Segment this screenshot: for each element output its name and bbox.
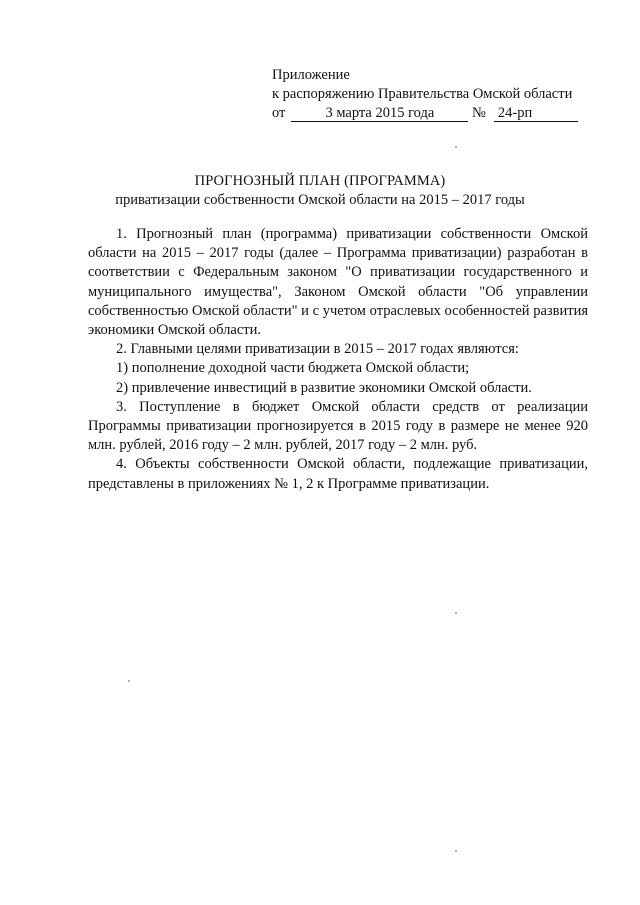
scan-speck xyxy=(455,850,457,852)
header-date-number-line xyxy=(272,104,578,123)
paragraph: 1. Прогнозный план (программа) приватизации собственности Омской области на 2015 – 2017 годы (далее – Программа приватизации) разработан в соответствии с Федеральным законом "О приватизации государственного и муниципального имущества", Законом Омской области "Об управлении собственностью Омской области" и с учетом отраслевых особенностей развития экономики Омской области. xyxy=(88,226,588,339)
document-body xyxy=(88,225,588,494)
paragraph: 4. Объекты собственности Омской области, подлежащие приватизации, представлены в приложениях № 1, 2 к Программе приватизации. xyxy=(88,456,588,492)
paragraph: 1) пополнение доходной части бюджета Омской области; xyxy=(116,360,470,377)
paragraph: 3. Поступление в бюджет Омской области средств от реализации Программы приватизации прогнозируется в 2015 году в размере не менее 920 млн. рублей, 2016 году – 2 млн. рублей, 2017 году – 2 млн. руб. xyxy=(88,398,588,454)
document-title xyxy=(0,172,640,210)
title-line-1: ПРОГНОЗНЫЙ ПЛАН (ПРОГРАММА) xyxy=(194,173,446,189)
scan-speck xyxy=(128,680,130,682)
header-attachment-label: Приложение xyxy=(272,67,350,83)
title-line-2: приватизации собственности Омской области на 2015 – 2017 годы xyxy=(115,192,525,208)
scan-speck xyxy=(455,146,457,148)
header-from-label: от xyxy=(272,105,286,121)
paragraph: 2) привлечение инвестиций в развитие экономики Омской области. xyxy=(116,379,532,396)
header-order-reference: к распоряжению Правительства Омской области xyxy=(272,86,573,102)
paragraph: 2. Главными целями приватизации в 2015 – 2017 годах являются: xyxy=(116,341,519,358)
header-number-sign: № xyxy=(472,105,486,121)
header-number-field: 24-рп xyxy=(494,106,578,122)
scan-speck xyxy=(455,612,457,614)
attachment-header xyxy=(272,66,578,123)
header-date-field: 3 марта 2015 года xyxy=(291,106,468,122)
